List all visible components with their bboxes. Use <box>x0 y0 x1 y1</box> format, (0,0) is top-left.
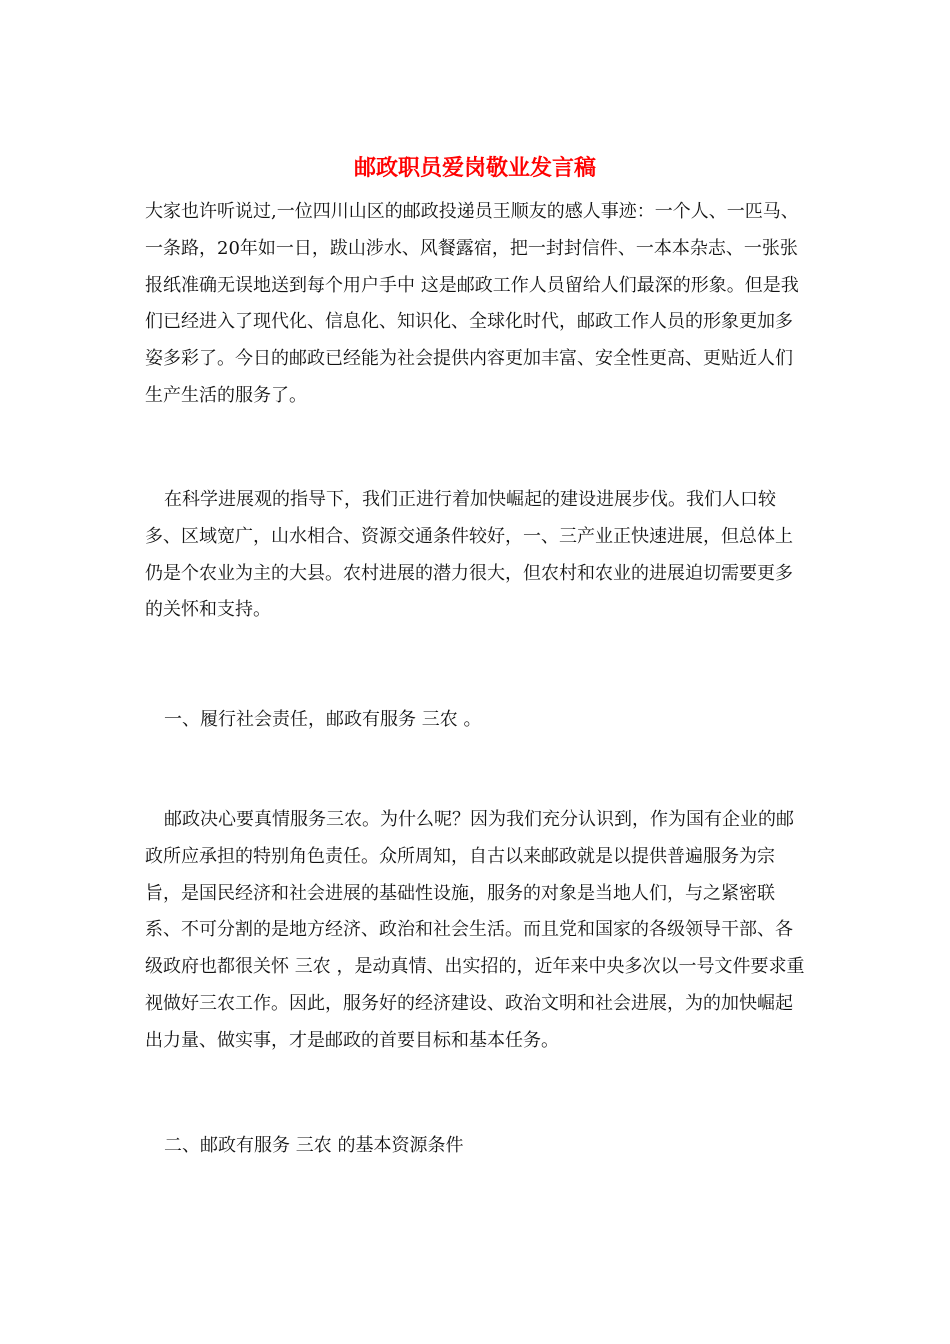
section-1-paragraph: 邮政决心要真情服务三农。为什么呢？因为我们充分认识到，作为国有企业的邮政所应承担的特别角色责任。众所周知，自古以来邮政就是以提供普遍服务为宗旨，是国民经济和社会进展的基础性设施，服务的对象是当地人们，与之紧密联系、不可分割的是地方经济、政治和社会生活。而且党和国家的各级领导干部、各级政府也都很关怀 三农 ，是动真情、出实招的，近年来中央多次以一号文件要求重视做好三农工作。因此，服务好的经济建设、政治文明和社会进展，为的加快崛起出力量、做实事，才是邮政的首要目标和基本任务。 <box>145 809 805 1051</box>
section-heading-2: 二、邮政有服务 三农 的基本资源条件 <box>164 1135 464 1156</box>
section-heading-1: 一、履行社会责任，邮政有服务 三农 。 <box>164 709 482 730</box>
context-paragraph: 在科学进展观的指导下，我们正进行着加快崛起的建设进展步伐。我们人口较多、区域宽广，山水相合、资源交通条件较好，一、三产业正快速进展，但总体上仍是个农业为主的大县。农村进展的潜力很大，但农村和农业的进展迫切需要更多的关怀和支持。 <box>145 489 793 621</box>
intro-paragraph: 大家也许听说过,一位四川山区的邮政投递员王顺友的感人事迹：一个人、一匹马、一条路，20年如一日，跋山涉水、风餐露宿，把一封封信件、一本本杂志、一张张报纸准确无误地送到每个用户手中 这是邮政工作人员留给人们最深的形象。但是我们已经进入了现代化、信息化、知识化、全球化时代，邮政工作人员的形象更加多姿多彩了。今日的邮政已经能为社会提供内容更加丰富、安全性更高、更贴近人们生产生活的服务了。 <box>145 201 799 406</box>
document-title: 邮政职员爱岗敬业发言稿 <box>353 155 596 181</box>
